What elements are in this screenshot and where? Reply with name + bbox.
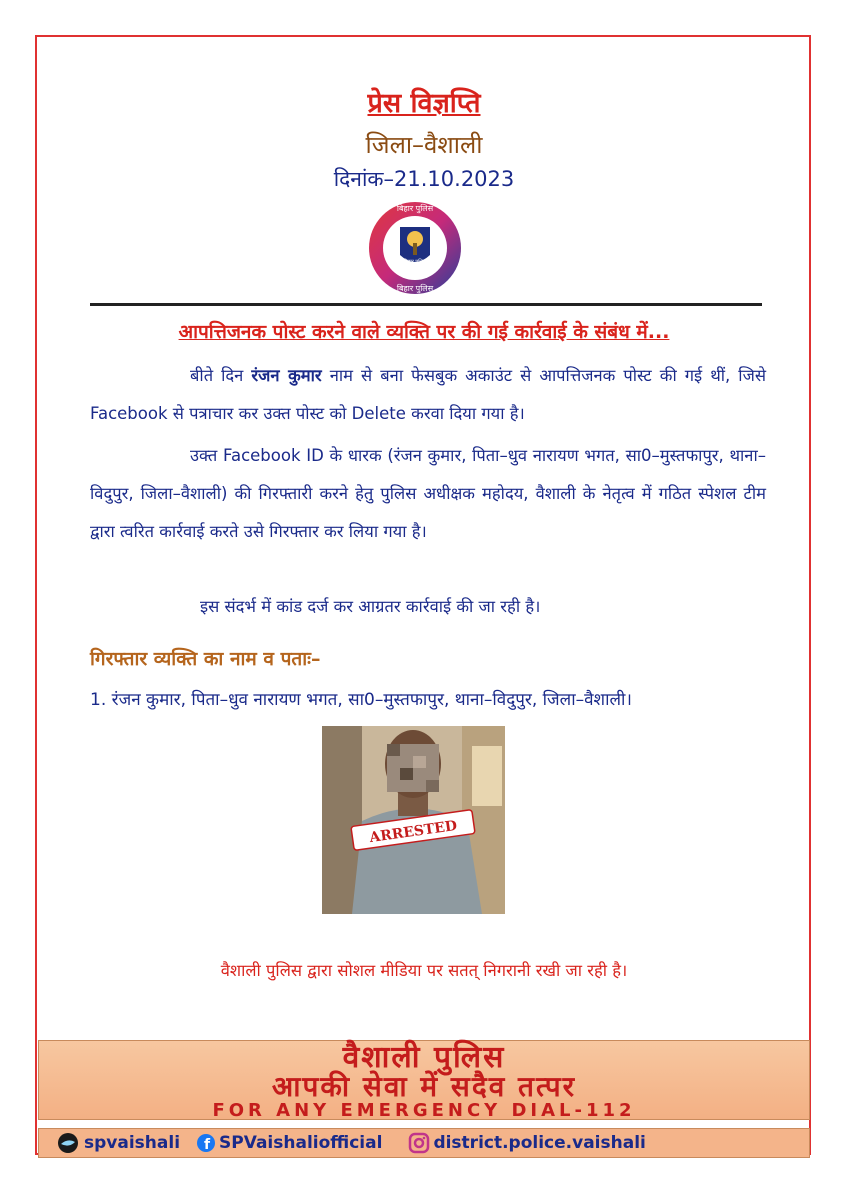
divider — [90, 303, 762, 306]
paragraph-1: बीते दिन रंजन कुमार नाम से बना फेसबुक अकाउंट से आपत्तिजनक पोस्ट की गई थीं, जिसे Facebook से पत्राचार कर उक्त पोस्ट को Delete करवा दिया गया है। — [90, 366, 766, 423]
arrested-heading: गिरफ्तार व्यक्ति का नाम व पताः– — [90, 648, 321, 670]
facebook-handle[interactable]: f SPVaishaliofficial — [196, 1133, 382, 1153]
district-label: जिला–वैशाली — [365, 131, 483, 159]
twitter-handle[interactable]: spvaishali — [55, 1132, 180, 1154]
svg-text:f: f — [203, 1137, 211, 1153]
arrested-stamp: ARRESTED — [368, 817, 459, 847]
date-label: दिनांक–21.10.2023 — [333, 167, 515, 191]
bihar-police-logo — [358, 197, 473, 299]
police-banner — [38, 1040, 810, 1120]
social-media-bar — [38, 1128, 810, 1158]
banner-emergency-line: FOR ANY EMERGENCY DIAL-112 — [212, 1100, 636, 1121]
closing-statement: वैशाली पुलिस द्वारा सोशल मीडिया पर सतत् निगरानी रखी जा रही है। — [220, 961, 628, 980]
logo-bottom-text: बिहार पुलिस — [396, 284, 434, 293]
twitter-icon — [55, 1132, 81, 1154]
banner-line-2: आपकी सेवा में सदैव तत्पर — [271, 1070, 577, 1103]
instagram-icon — [408, 1132, 430, 1154]
logo-inner-text: बिहार पुलिस — [403, 259, 427, 265]
facebook-icon — [196, 1133, 216, 1153]
arrested-person-photo — [322, 726, 505, 914]
paragraph-2: उक्त Facebook ID के धारक (रंजन कुमार, पिता–धुव नारायण भगत, सा0–मुस्तफापुर, थाना–विदुपुर, जिला–वैशाली) की गिरफ्तारी करने हेतु पुलिस अधीक्षक महोदय, वैशाली के नेतृत्व में गठित स्पेशल टीम द्वारा त्वरित कार्रवाई करते उसे गिरफ्तार कर लिया गया है। — [90, 446, 766, 541]
arrested-item: 1. रंजन कुमार, पिता–धुव नारायण भगत, सा0–मुस्तफापुर, थाना–विदुपुर, जिला–वैशाली। — [90, 690, 632, 710]
press-release-title: प्रेस विज्ञप्ति — [367, 88, 481, 119]
paragraph-3: इस संदर्भ में कांड दर्ज कर आग्रतर कार्रवाई की जा रही है। — [200, 597, 541, 616]
accused-name: रंजन कुमार — [251, 366, 322, 385]
subject-line: आपत्तिजनक पोस्ट करने वाले व्यक्ति पर की गई कार्रवाई के संबंध में... — [178, 321, 670, 343]
instagram-handle[interactable]: district.police.vaishali — [408, 1132, 645, 1154]
logo-top-text: बिहार पुलिस — [396, 204, 434, 213]
banner-line-1: वैशाली पुलिस — [342, 1040, 506, 1075]
